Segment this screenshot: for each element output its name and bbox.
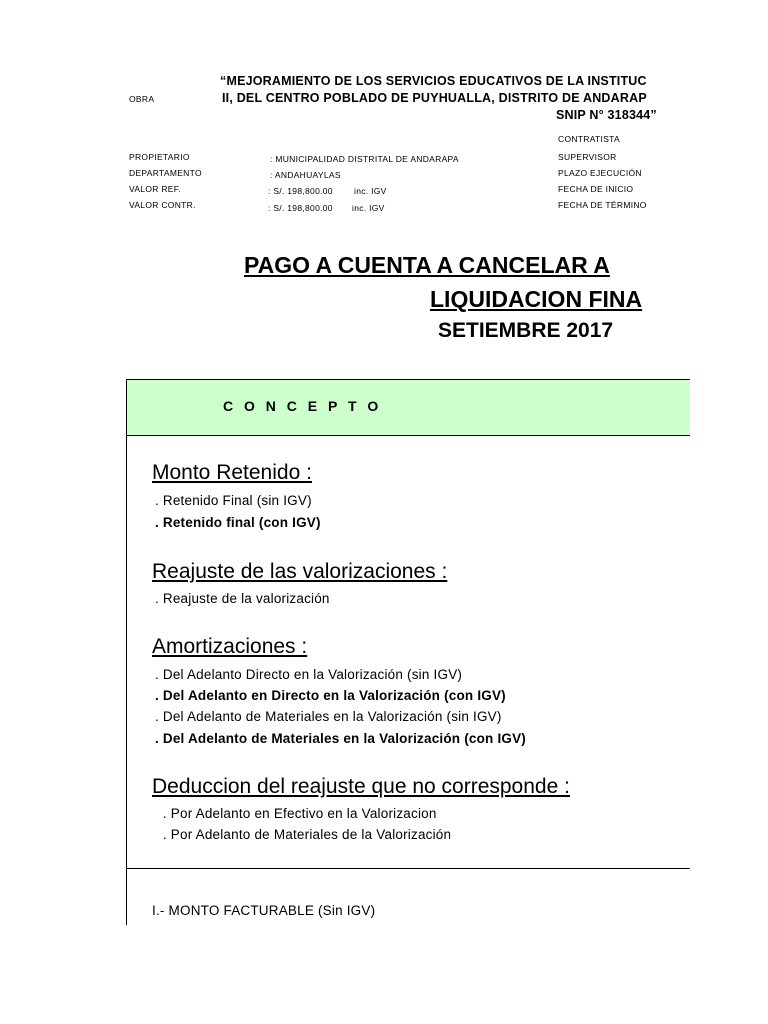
field-label-propietario: PROPIETARIO xyxy=(129,152,190,162)
section-monto-retenido: Monto Retenido : xyxy=(152,461,312,484)
concept-header xyxy=(127,380,690,436)
concept-header-label: C O N C E P T O xyxy=(223,398,382,414)
item-adelanto-directo-sin-igv: . Del Adelanto Directo en la Valorización (sin IGV) xyxy=(155,667,463,682)
field-suffix-valor-ref: inc. IGV xyxy=(354,186,387,196)
field-value-valor-ref: : S/. 198,800.00 xyxy=(268,186,333,196)
item-retenido-con-igv: . Retenido final (con IGV) xyxy=(155,515,321,530)
table-divider xyxy=(127,868,690,869)
section-deduccion-reajuste: Deduccion del reajuste que no corresponde : xyxy=(152,775,570,798)
project-snip: SNIP N° 318344” xyxy=(556,108,657,122)
item-adelanto-materiales-sin-igv: . Del Adelanto de Materiales en la Valorización (sin IGV) xyxy=(155,709,502,724)
item-adelanto-directo-con-igv: . Del Adelanto en Directo en la Valorización (con IGV) xyxy=(155,688,506,703)
item-adelanto-materiales-valorizacion: . Por Adelanto de Materiales de la Valorización xyxy=(155,827,452,842)
item-adelanto-materiales-con-igv: . Del Adelanto de Materiales en la Valorización (con IGV) xyxy=(155,731,526,746)
field-value-valor-contr: : S/. 198,800.00 xyxy=(268,203,333,213)
field-label-fecha-termino: FECHA DE TÉRMINO xyxy=(558,200,647,210)
item-reajuste-valorizacion: . Reajuste de la valorización xyxy=(155,591,330,606)
field-value-propietario: : MUNICIPALIDAD DISTRITAL DE ANDARAPA xyxy=(270,154,459,164)
section-amortizaciones: Amortizaciones : xyxy=(152,635,308,658)
project-title-line-1: “MEJORAMIENTO DE LOS SERVICIOS EDUCATIVOS DE LA INSTITUC xyxy=(220,74,647,88)
field-suffix-valor-contr: inc. IGV xyxy=(352,203,385,213)
field-label-valor-contr: VALOR CONTR. xyxy=(129,200,196,210)
document-title-line-1: PAGO A CUENTA A CANCELAR A xyxy=(244,252,610,278)
monto-facturable-label: I.- MONTO FACTURABLE (Sin IGV) xyxy=(152,903,376,918)
section-reajuste: Reajuste de las valorizaciones : xyxy=(152,560,448,583)
item-adelanto-efectivo: . Por Adelanto en Efectivo en la Valorizacion xyxy=(155,806,437,821)
project-title-line-2: II, DEL CENTRO POBLADO DE PUYHUALLA, DISTRITO DE ANDARAP xyxy=(222,91,647,105)
obra-label: OBRA xyxy=(129,94,155,104)
document-title-line-2: LIQUIDACION FINA xyxy=(430,286,643,312)
field-label-contratista: CONTRATISTA xyxy=(558,134,621,144)
field-label-fecha-inicio: FECHA DE INICIO xyxy=(558,184,634,194)
document-period: SETIEMBRE 2017 xyxy=(438,319,614,342)
field-label-plazo: PLAZO EJECUCIÓN xyxy=(558,168,642,178)
item-retenido-sin-igv: . Retenido Final (sin IGV) xyxy=(155,493,312,508)
field-value-departamento: : ANDAHUAYLAS xyxy=(270,170,341,180)
field-label-valor-ref: VALOR REF. xyxy=(129,184,181,194)
field-label-departamento: DEPARTAMENTO xyxy=(129,168,202,178)
concept-table xyxy=(126,379,690,925)
field-label-supervisor: SUPERVISOR xyxy=(558,152,617,162)
